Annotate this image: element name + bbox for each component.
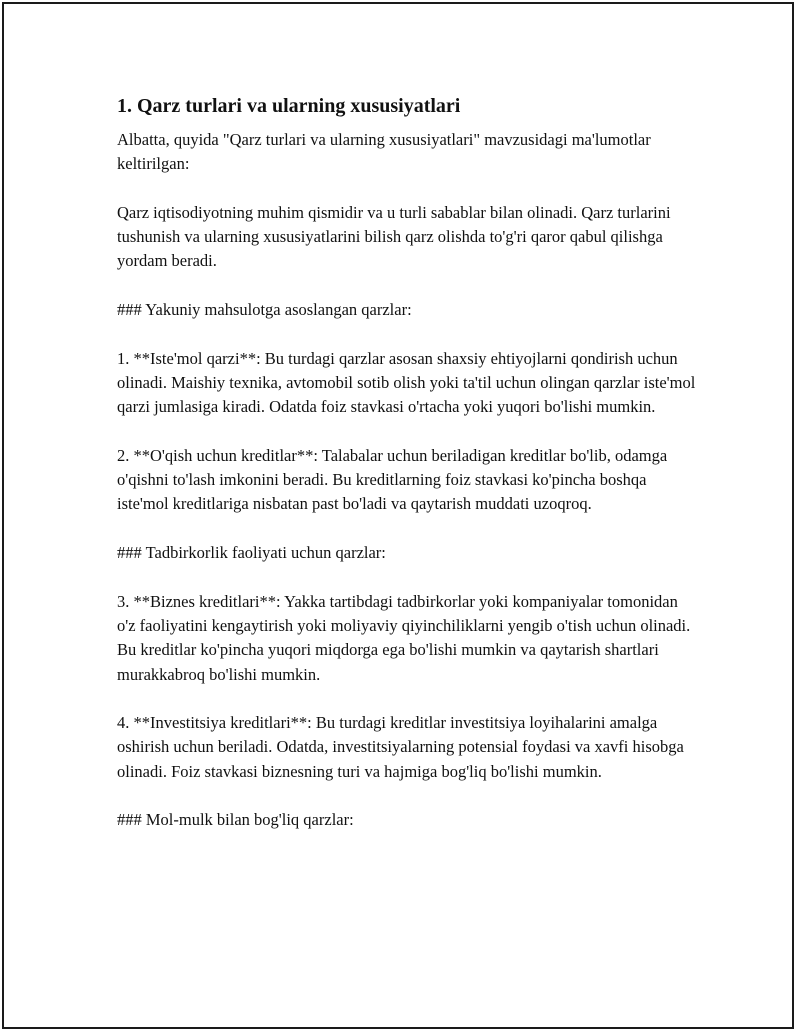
document-title: 1. Qarz turlari va ularning xususiyatlari — [117, 95, 461, 117]
intro-paragraph: Albatta, quyida "Qarz turlari va ularning xususiyatlari" mavzusidagi ma'lumotlar keltirilgan: — [117, 130, 651, 174]
section-heading-business-loans: ### Tadbirkorlik faoliyati uchun qarzlar: — [117, 543, 386, 563]
item-consumer-loan: 1. **Iste'mol qarzi**: Bu turdagi qarzlar asosan shaxsiy ehtiyojlarni qondirish uchun olinadi. Maishiy texnika, avtomobil sotib olish yoki ta'til uchun olingan qarzlar iste'mol qarzi jumlasiga kiradi. Odatda foiz stavkasi o'rtacha yoki yuqori bo'lishi mumkin. — [117, 348, 696, 417]
section-heading-property-loans: ### Mol-mulk bilan bog'liq qarzlar: — [117, 810, 354, 830]
item-student-loans: 2. **O'qish uchun kreditlar**: Talabalar uchun beriladigan kreditlar bo'lib, odamga o'qishni to'lash imkonini beradi. Bu kreditlarning foiz stavkasi ko'pincha boshqa iste'mol kreditlariga nisbatan past bo'ladi va qaytarish muddati uzoqroq. — [117, 445, 668, 514]
section-heading-end-product-loans: ### Yakuniy mahsulotga asoslangan qarzlar: — [117, 300, 412, 320]
overview-paragraph: Qarz iqtisodiyotning muhim qismidir va u turli sabablar bilan olinadi. Qarz turlarini tushunish va ularning xususiyatlarini bilish qarz olishda to'g'ri qaror qabul qilishga yordam beradi. — [117, 202, 671, 271]
item-investment-credits: 4. **Investitsiya kreditlari**: Bu turdagi kreditlar investitsiya loyihalarini amalga oshirish uchun beriladi. Odatda, investitsiyalarning potensial foydasi va xavfi hisobga olinadi. Foiz stavkasi biznesning turi va hajmiga bog'liq bo'lishi mumkin. — [117, 713, 684, 781]
item-business-credits: 3. **Biznes kreditlari**: Yakka tartibdagi tadbirkorlar yoki kompaniyalar tomonidan o'z faoliyatini kengaytirish yoki moliyaviy qiyinchiliklarni yengib o'tish uchun olinadi. Bu kreditlar ko'pincha yuqori miqdorga ega bo'lishi mumkin va qaytarish shartlari murakkabroq bo'lishi mumkin. — [117, 591, 691, 684]
document-body — [117, 92, 697, 857]
